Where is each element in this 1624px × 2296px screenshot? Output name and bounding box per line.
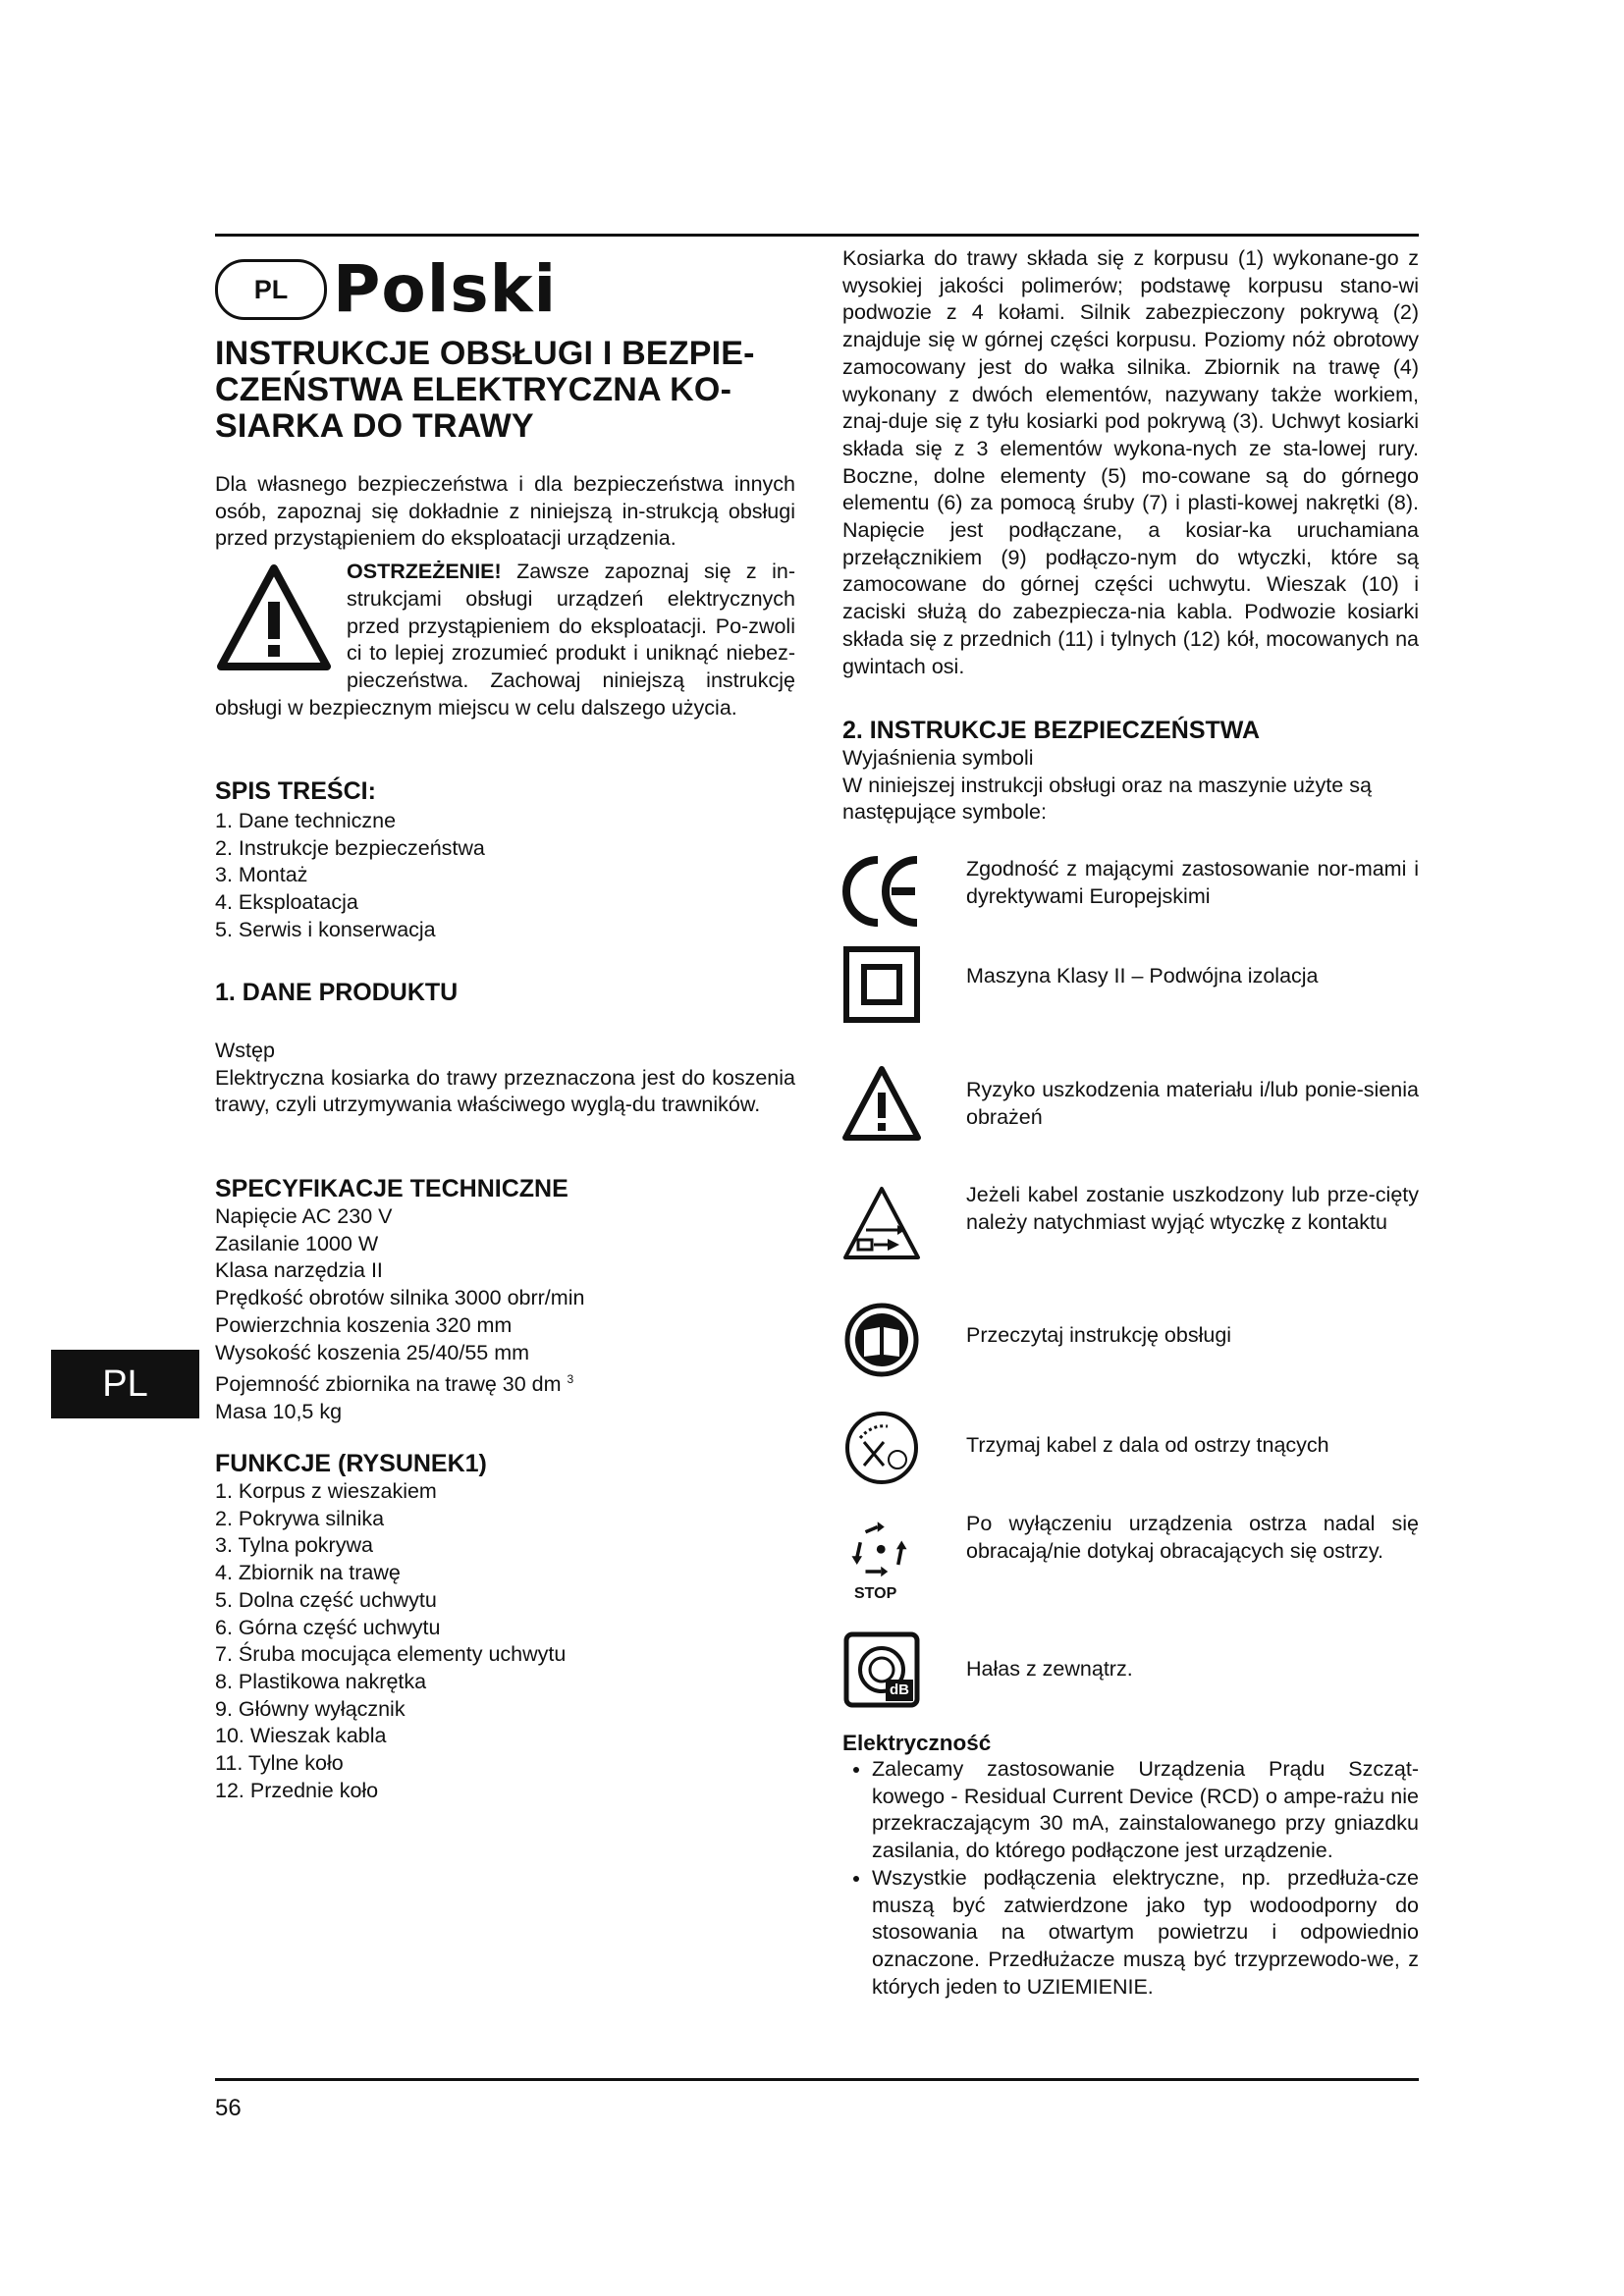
symbol-row bbox=[842, 1409, 1419, 1487]
toc-heading: SPIS TREŚCI: bbox=[215, 777, 376, 805]
symbol-row bbox=[842, 1065, 1419, 1144]
toc-block bbox=[215, 777, 795, 944]
symbol-row bbox=[842, 1301, 1419, 1379]
blades-rotating-stop-icon bbox=[848, 1517, 917, 1585]
spec-row-capacity bbox=[215, 1366, 795, 1399]
electricity-block bbox=[842, 1730, 1419, 2001]
symbol-text: Trzymaj kabel z dala od ostrzy tnących bbox=[966, 1433, 1329, 1457]
spec-row: Napięcie AC 230 V bbox=[215, 1204, 393, 1228]
electricity-bullet: • Wszystkie podłączenia elektryczne, np. przedłuża-cze muszą być zatwierdzone jako typ wodoodporny do stosowania na otwartym powietrzu i odpowiednio oznaczone. Przedłużacze muszą być trzyprzewodo-we, z których jeden to UZIEMIENIE. bbox=[872, 1865, 1419, 2002]
function-item: 8. Plastikowa nakrętka bbox=[215, 1669, 427, 1693]
function-item: 11. Tylne koło bbox=[215, 1751, 344, 1776]
warning-text: Zawsze zapoznaj się z in-strukcjami obsługi urządzeń elektrycznych przed przystąpieniem do eksploatacji. Po-zwoli ci to lepiej zrozumieć produkt i uniknąć niebez-pieczeństwa. Zachowaj niniejszą instrukcję obsługi w bezpiecznym miejscu w celu dalszego użycia. bbox=[215, 560, 795, 720]
warning-triangle-icon bbox=[842, 1065, 921, 1144]
function-item: 3. Tylna pokrywa bbox=[215, 1533, 373, 1558]
spec-row: Prędkość obrotów silnika 3000 obrr/min bbox=[215, 1286, 585, 1310]
product-intro bbox=[215, 1038, 795, 1119]
main-title: INSTRUKCJE OBSŁUGI I BEZPIE-CZEŃSTWA ELEKTRYCZNA KO-SIARKA DO TRAWY bbox=[215, 335, 755, 445]
symbol-row bbox=[842, 945, 1419, 1024]
language-side-tab: PL bbox=[51, 1350, 199, 1418]
keep-cable-away-icon bbox=[842, 1409, 921, 1487]
intro-block bbox=[215, 471, 795, 721]
electricity-list bbox=[842, 1756, 1419, 2001]
toc-item: 2. Instrukcje bezpieczeństwa bbox=[215, 835, 485, 860]
warning-paragraph bbox=[215, 559, 795, 721]
symbol-row bbox=[842, 1630, 1419, 1709]
specs-heading: SPECYFIKACJE TECHNICZNE bbox=[215, 1175, 568, 1202]
spec-row: Wysokość koszenia 25/40/55 mm bbox=[215, 1340, 530, 1364]
bottom-rule bbox=[215, 2078, 1419, 2081]
damaged-cable-unplug-icon bbox=[842, 1185, 921, 1263]
spec-row: Klasa narzędzia II bbox=[215, 1258, 383, 1283]
section1-heading: 1. DANE PRODUKTU bbox=[215, 979, 459, 1006]
noise-db-icon bbox=[842, 1630, 921, 1709]
toc-item: 1. Dane techniczne bbox=[215, 809, 397, 832]
specs-block bbox=[215, 1175, 795, 1426]
symbol-text: Maszyna Klasy II – Podwójna izolacja bbox=[966, 964, 1319, 988]
function-item: 1. Korpus z wieszakiem bbox=[215, 1479, 437, 1503]
function-item: 4. Zbiornik na trawę bbox=[215, 1561, 401, 1585]
symbol-row bbox=[842, 850, 1419, 938]
section2-heading: 2. INSTRUKCJE BEZPIECZEŃSTWA bbox=[842, 717, 1261, 744]
specs-list bbox=[215, 1203, 795, 1426]
intro-text: Dla własnego bezpieczeństwa i dla bezpieczeństwa innych osób, zapoznaj się dokładnie z niniejszą in-strukcją obsługi przed przystąpieniem do eksploatacji urządzenia. bbox=[215, 472, 795, 551]
electricity-heading: Elektryczność bbox=[842, 1731, 992, 1755]
spec-superscript: 3 bbox=[567, 1372, 574, 1387]
spec-row: Powierzchnia koszenia 320 mm bbox=[215, 1312, 513, 1337]
symbol-row bbox=[842, 1512, 1419, 1615]
function-item: 6. Górna część uchwytu bbox=[215, 1615, 441, 1639]
function-item: 10. Wieszak kabla bbox=[215, 1724, 387, 1748]
ce-mark-icon bbox=[842, 852, 921, 931]
toc-list bbox=[215, 808, 795, 944]
top-rule bbox=[215, 234, 1419, 237]
symbol-text: Hałas z zewnątrz. bbox=[966, 1657, 1133, 1681]
symbol-text: Zgodność z mającymi zastosowanie nor-mami i dyrektywami Europejskimi bbox=[966, 857, 1419, 908]
language-title: Polski bbox=[333, 251, 558, 327]
function-item: 7. Śruba mocująca elementy uchwytu bbox=[215, 1642, 567, 1667]
symbol-text: Przeczytaj instrukcję obsługi bbox=[966, 1323, 1232, 1347]
symbol-text: Jeżeli kabel zostanie uszkodzony lub prze-cięty należy natychmiast wyjąć wtyczkę z kontaktu bbox=[966, 1183, 1419, 1234]
function-item: 5. Dolna część uchwytu bbox=[215, 1587, 437, 1612]
db-label: dB bbox=[890, 1682, 909, 1698]
functions-block bbox=[215, 1450, 795, 1804]
function-item: 9. Główny wyłącznik bbox=[215, 1696, 406, 1721]
toc-item: 5. Serwis i konserwacja bbox=[215, 917, 436, 941]
functions-heading: FUNKCJE (RYSUNEK1) bbox=[215, 1450, 487, 1477]
functions-list bbox=[215, 1478, 795, 1804]
spec-row: Zasilanie 1000 W bbox=[215, 1231, 379, 1255]
product-description: Kosiarka do trawy składa się z korpusu (1) wykonane-go z wysokiej jakości polimerów; podstawę korpusu stano-wi podwozie z 4 kołami. Silnik zabezpieczony pokrywą (2) znajduje się w górnej części korpusu. Poziomy nóż obrotowy zamocowany jest do wałka silnika. Zbiornik na trawę (4) wykonany z dwóch elementów, nazywany także workiem, znaj-duje się z tyłu kosiarki pod pokrywą (3). Uchwyt kosiarki składa się z 3 elementów wykona-nych ze sta-lowej rury. Boczne, dolne elementy (5) mo-cowane są do górnego elementu (6) za pomocą śruby (7) i plasti-kowej nakrętki (8). Napięcie jest podłączane, a kosiar-ka uruchamiana przełącznikiem (9) podłączo-nym do wtyczki, które są zamocowane do górnej części uchwytu. Wieszak (10) i zaciski służą do zabezpiecza-nia kabla. Podwozie kosiarki składa się z przednich (11) i tylnych (12) kół, mocowanych na gwintach osi. bbox=[842, 246, 1419, 678]
spec-row: Pojemność zbiornika na trawę 30 dm bbox=[215, 1372, 562, 1397]
class-ii-double-insulation-icon bbox=[842, 945, 921, 1024]
intro-label: Wstęp bbox=[215, 1039, 275, 1062]
symbols-intro: W niniejszej instrukcji obsługi oraz na maszynie użyte są następujące symbole: bbox=[842, 773, 1372, 825]
page-number: 56 bbox=[215, 2095, 242, 2121]
read-manual-icon bbox=[842, 1301, 921, 1379]
language-badge: PL bbox=[215, 259, 327, 320]
toc-item: 3. Montaż bbox=[215, 863, 308, 887]
function-item: 2. Pokrywa silnika bbox=[215, 1506, 385, 1530]
symbols-label: Wyjaśnienia symboli bbox=[842, 746, 1034, 770]
toc-item: 4. Eksploatacja bbox=[215, 890, 358, 915]
warning-triangle-icon bbox=[215, 562, 333, 672]
function-item: 12. Przednie koło bbox=[215, 1778, 379, 1802]
stop-label: STOP bbox=[854, 1585, 897, 1602]
symbol-text: Ryzyko uszkodzenia materiału i/lub ponie-sienia obrażeń bbox=[966, 1078, 1419, 1129]
safety-intro bbox=[842, 717, 1419, 827]
electricity-bullet: • Zalecamy zastosowanie Urządzenia Prądu Szcząt-kowego - Residual Current Device (RCD) o ampe-rażu nie przekraczającym 30 mA, zainstalowanego przy gniazdku zasilania, do którego podłączone jest urządzenie. bbox=[872, 1756, 1419, 1865]
spec-row: Masa 10,5 kg bbox=[215, 1400, 343, 1424]
symbol-text: Po wyłączeniu urządzenia ostrza nadal się obracają/nie dotykaj obracających się ostrzy. bbox=[966, 1512, 1419, 1563]
symbol-row bbox=[842, 1185, 1419, 1263]
warning-label: OSTRZEŻENIE! bbox=[347, 560, 502, 584]
product-intro-text: Elektryczna kosiarka do trawy przeznaczona jest do koszenia trawy, czyli utrzymywania właściwego wyglą-du trawników. bbox=[215, 1065, 795, 1117]
